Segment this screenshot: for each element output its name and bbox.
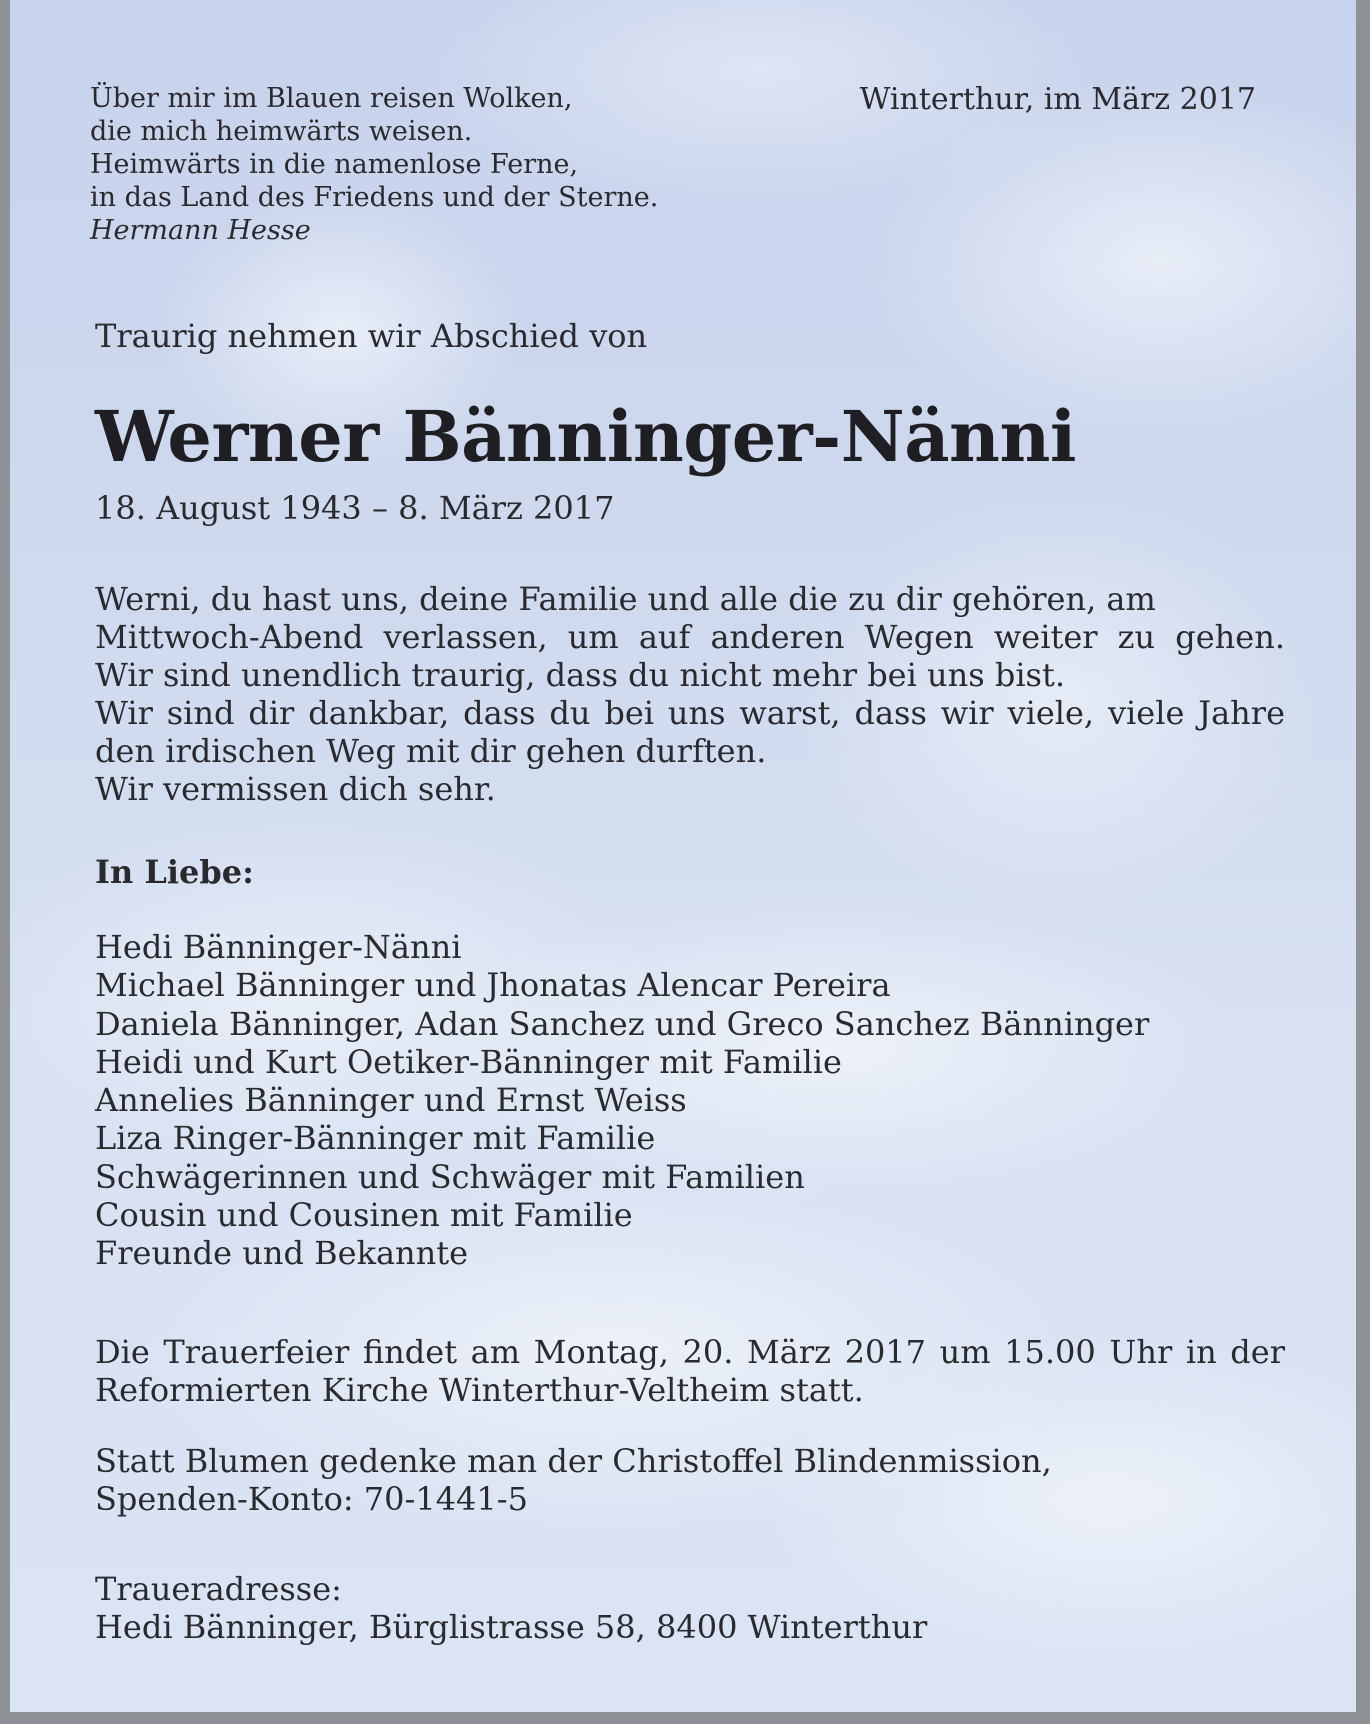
poem-line: Heimwärts in die namenlose Ferne,: [90, 149, 579, 180]
poem-quote: [90, 82, 658, 247]
mourner-entry: Cousin und Cousinen mit Familie: [95, 1196, 633, 1235]
poem-line: Über mir im Blauen reisen Wolken,: [90, 83, 573, 114]
life-dates: 18. August 1943 – 8. März 2017: [95, 489, 615, 527]
mourning-address: [95, 1570, 927, 1646]
in-love-heading: In Liebe:: [95, 853, 254, 891]
address-label: Traueradresse:: [95, 1570, 342, 1608]
funeral-ceremony-info: [95, 1333, 1285, 1409]
ceremony-line: Die Trauerfeier findet am Montag, 20. März 2017 um 15.00 Uhr in der: [95, 1333, 1285, 1371]
ceremony-line: Reformierten Kirche Winterthur-Veltheim statt.: [95, 1371, 864, 1409]
mourners-list: [95, 928, 1149, 1273]
message-line: Wir sind dir dankbar, dass du bei uns warst, dass wir viele, viele Jahre: [95, 694, 1285, 732]
mourner-entry: Liza Ringer-Bänninger mit Familie: [95, 1119, 656, 1158]
obituary-notice: [10, 0, 1356, 1712]
message-line: den irdischen Weg mit dir gehen durften.: [95, 732, 767, 770]
farewell-message: [95, 580, 1285, 808]
mourner-entry: Daniela Bänninger, Adan Sanchez und Greco Sanchez Bänninger: [95, 1004, 1150, 1043]
donation-line: Statt Blumen gedenke man der Christoffel Blindenmission,: [95, 1442, 1052, 1480]
deceased-name: Werner Bänninger-Nänni: [95, 395, 1076, 478]
message-line: Werni, du hast uns, deine Familie und alle die zu dir gehören, am: [95, 580, 1156, 618]
mourner-entry: Annelies Bänninger und Ernst Weiss: [95, 1081, 687, 1120]
place-and-date: Winterthur, im März 2017: [859, 82, 1256, 117]
mourner-entry: Freunde und Bekannte: [95, 1234, 469, 1273]
poem-line: die mich heimwärts weisen.: [90, 116, 473, 147]
message-line: Mittwoch-Abend verlassen, um auf anderen Wegen weiter zu gehen.: [95, 618, 1285, 656]
poem-line: in das Land des Friedens und der Sterne.: [90, 182, 659, 213]
donation-line: Spenden-Konto: 70-1441-5: [95, 1480, 528, 1518]
message-line: Wir vermissen dich sehr.: [95, 770, 496, 808]
mourner-entry: Michael Bänninger und Jhonatas Alencar Pereira: [95, 966, 891, 1005]
address-value: Hedi Bänninger, Bürglistrasse 58, 8400 Winterthur: [95, 1608, 928, 1646]
mourner-entry: Hedi Bänninger-Nänni: [95, 928, 462, 966]
intro-line: Traurig nehmen wir Abschied von: [95, 317, 648, 355]
mourner-entry: Heidi und Kurt Oetiker-Bänninger mit Familie: [95, 1042, 842, 1081]
mourner-entry: Schwägerinnen und Schwäger mit Familien: [95, 1157, 805, 1196]
message-line: Wir sind unendlich traurig, dass du nicht mehr bei uns bist.: [95, 656, 1065, 694]
poem-author: Hermann Hesse: [90, 215, 311, 246]
donation-info: [95, 1442, 1052, 1518]
